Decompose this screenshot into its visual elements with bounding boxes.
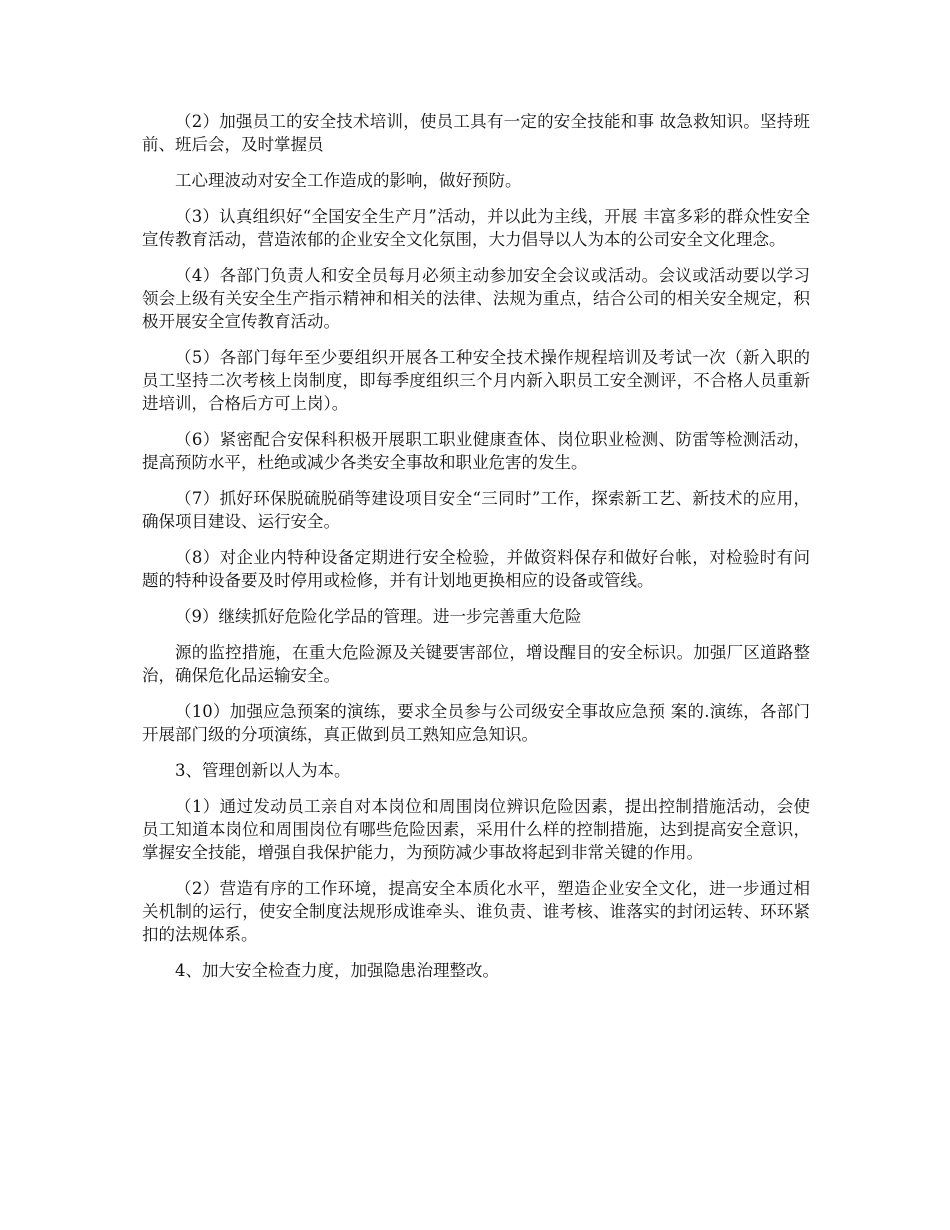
paragraph-exams-5: （5）各部门每年至少要组织开展各工种安全技术操作规程培训及考试一次（新入职的员工坚持二次考核上岗制度，即每季度组织三个月内新入职员工安全测评，不合格人员重新进培训，合格后方可上岗）。 [142,348,810,413]
paragraph-health-checks-6: （6）紧密配合安保科积极开展职工职业健康查体、岗位职业检测、防雷等检测活动，提高预防水平，杜绝或减少各类安全事故和职业危害的发生。 [142,430,810,472]
paragraph-equipment-8: （8）对企业内特种设备定期进行安全检验，并做资料保存和做好台帐，对检验时有问题的特种设备要及时停用或检修，并有计划地更换相应的设备或管线。 [142,548,810,590]
document-body [142,110,810,995]
paragraph-emergency-10: （10）加强应急预案的演练，要求全员参与公司级安全事故应急预 案的.演练，各部门开展部门级的分项演练，真正做到员工熟知应急知识。 [142,702,810,744]
paragraph-work-environment-2: （2）营造有序的工作环境，提高安全本质化水平，塑造企业安全文化，进一步通过相关机制的运行，使安全制度法规形成谁牵头、谁负责、谁考核、谁落实的封闭运转、环环紧扣的法规体系。 [142,879,810,944]
paragraph-safety-month-3: （3）认真组织好“全国安全生产月”活动，并以此为主线，开展 丰富多彩的群众性安全宣传教育活动，营造浓郁的企业安全文化氛围，大力倡导以人为本的公司安全文化理念。 [142,207,810,249]
paragraph-meetings-4: （4）各部门负责人和安全员每月必须主动参加安全会议或活动。会议或活动要以学习领会上级有关安全生产指示精神和相关的法律、法规为重点，结合公司的相关安全规定，积极开展安全宣传教育活动。 [142,266,810,331]
paragraph-hazard-sources: 源的监控措施，在重大危险源及关键要害部位，增设醒目的安全标识。加强厂区道路整治，确保危化品运输安全。 [142,643,810,685]
paragraph-psychology: 工心理波动对安全工作造成的影响，做好预防。 [175,171,522,190]
paragraph-hazard-identification-1: （1）通过发动员工亲自对本岗位和周围岗位辨识危险因素，提出控制措施活动，会使员工知道本岗位和周围岗位有哪些危险因素，采用什么样的控制措施，达到提高安全意识，掌握安全技能，增强自我保护能力，为预防减少事故将起到非常关键的作用。 [142,797,810,862]
section-heading-4: 4、加大安全检查力度，加强隐患治理整改。 [175,961,499,980]
section-heading-3: 3、管理创新以人为本。 [175,761,351,780]
paragraph-environment-7: （7）抓好环保脱硫脱硝等建设项目安全“三同时”工作，探索新工艺、新技术的应用，确保项目建设、运行安全。 [142,489,810,531]
paragraph-training-2: （2）加强员工的安全技术培训，使员工具有一定的安全技能和事 故急救知识。坚持班前、班后会，及时掌握员 [142,112,810,154]
paragraph-chemicals-9: （9）继续抓好危险化学品的管理。进一步完善重大危险 [175,607,582,626]
